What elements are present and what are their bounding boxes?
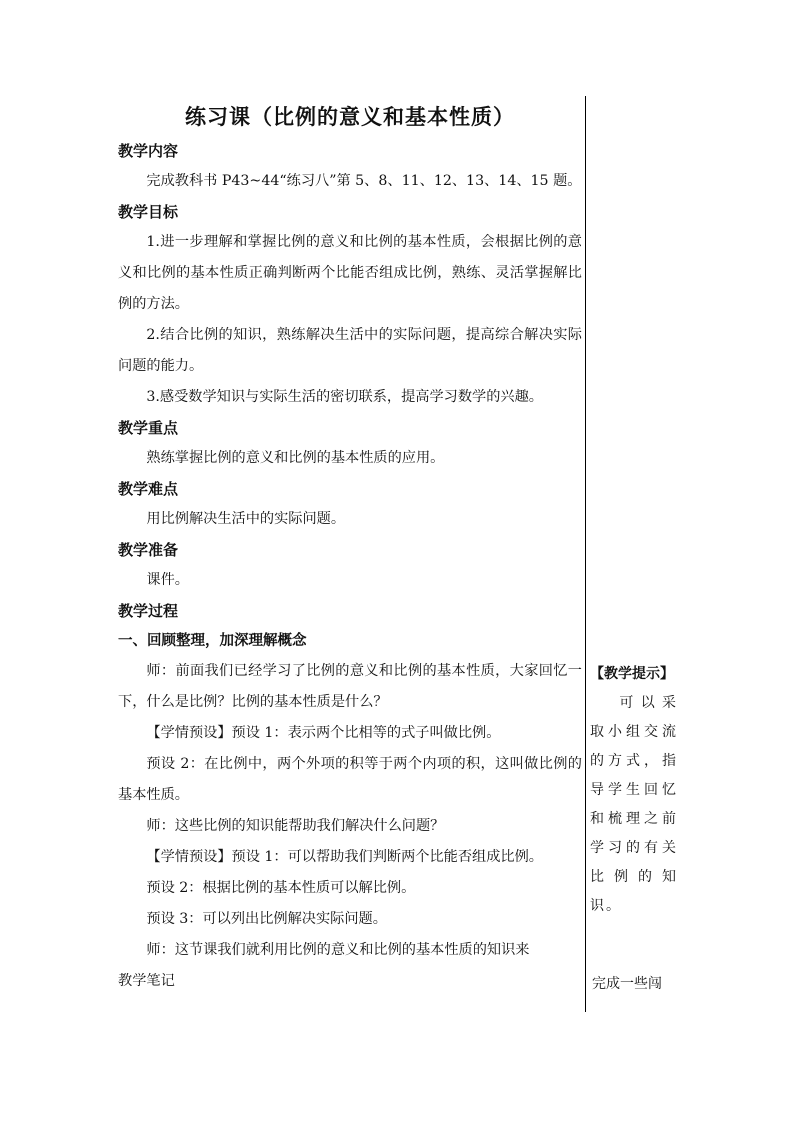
footer-notes-label: 教学笔记 (118, 973, 175, 989)
sidebar-continued-text: 完成一些闯 (592, 976, 662, 992)
goal-item-1: 1.进一步理解和掌握比例的意义和比例的基本性质，会根据比例的意义和比例的基本性质正确判断两个比能否组成比例，熟练、灵活掌握解比例的方法。 (118, 234, 582, 312)
process-paragraph: 预设 2：根据比例的基本性质可以解比例。 (146, 880, 416, 896)
column-divider (585, 96, 586, 1012)
heading-content: 教学内容 (118, 142, 179, 160)
sidebar-tip-tag: 【教学提示】 (590, 666, 674, 682)
heading-goals: 教学目标 (118, 203, 179, 221)
process-part-title: 一、回顾整理，加深理解概念 (118, 632, 307, 649)
heading-key: 教学重点 (118, 419, 179, 437)
main-column (118, 100, 582, 997)
process-paragraph: 【学情预设】预设 1：表示两个比相等的式子叫做比例。 (146, 725, 501, 741)
prep-text: 课件。 (146, 572, 189, 588)
page-title: 练习课（比例的意义和基本性质） (185, 104, 515, 129)
sidebar-tip-body: 可以采取小组交流的方式，指导学生回忆和梳理之前学习的有关比例的知识。 (590, 695, 678, 914)
process-paragraph: 师：这些比例的知识能帮助我们解决什么问题？ (146, 818, 445, 834)
difficulty-text: 用比例解决生活中的实际问题。 (146, 511, 346, 527)
key-text: 熟练掌握比例的意义和比例的基本性质的应用。 (146, 450, 445, 466)
heading-difficulty: 教学难点 (118, 480, 179, 498)
process-paragraph: 预设 3：可以列出比例解决实际问题。 (146, 911, 387, 927)
process-paragraph: 预设 2：在比例中，两个外项的积等于两个内项的积，这叫做比例的基本性质。 (118, 756, 582, 803)
sidebar-tip (590, 660, 678, 921)
process-paragraph: 师：这节课我们就利用比例的意义和比例的基本性质的知识来 (146, 942, 530, 958)
heading-process: 教学过程 (118, 602, 179, 620)
process-paragraph: 【学情预设】预设 1：可以帮助我们判断两个比能否组成比例。 (146, 849, 543, 865)
content-text: 完成教科书 P43~44“练习八”第 5、8、11、12、13、14、15 题。 (146, 173, 582, 189)
goal-item-3: 3.感受数学知识与实际生活的密切联系，提高学习数学的兴趣。 (146, 389, 543, 405)
goal-item-2: 2.结合比例的知识，熟练解决生活中的实际问题，提高综合解决实际问题的能力。 (118, 327, 582, 374)
heading-prep: 教学准备 (118, 541, 179, 559)
process-paragraph: 师：前面我们已经学习了比例的意义和比例的基本性质，大家回忆一下，什么是比例？比例的基本性质是什么？ (118, 663, 582, 710)
